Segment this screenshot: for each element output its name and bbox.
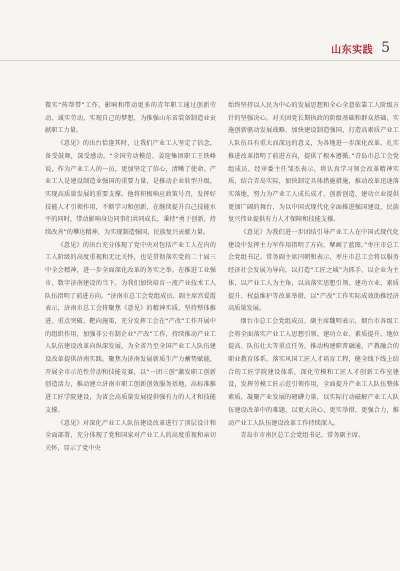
page-number: 5 bbox=[381, 40, 390, 56]
left-column bbox=[45, 100, 216, 570]
paragraph: 《意见》对深化产业工人队伍建设改革进行了顶层设计和全面部署，充分体现了党和国家对产业工人的高度重视和亲切关怀，显示了党中央 bbox=[45, 419, 216, 452]
article-body bbox=[45, 100, 400, 570]
page-header bbox=[331, 40, 390, 56]
right-column bbox=[228, 100, 399, 570]
header-divider bbox=[0, 60, 400, 61]
paragraph: 烟台市总工会党组成员、副主席魏明表示，烟台市各级工会将全面落实产业工人思想引领、建功立业、素质提升、地位提高、队伍壮大等重点任务，推动构建职普融通、产教融合的职业教育体系，落实风国工匠人才培育工程，健全线下线上结合的工匠学院建设体系，深化劳模和工匠人才创新工作室建设，发挥劳模工匠示范引领作用，全面提升产业工人队伍整体素质，凝聚产业发展的磅礴力量，以实际行动磁解产业工人队伍建设改革中的难题，以更大决心、更实举措、更强合力，推动产业工人队伍建设改革工作持续深入。 bbox=[228, 317, 399, 427]
paragraph: 微实“传帮带”工作，影响和带动更多的青年职工通过创新劳动、诚实劳动，实现自己的梦想，为推强山东省装备制造业贡献职工力量。 bbox=[45, 102, 216, 135]
paragraph: 青岛市市南区总工会党组书记、常务副主席、 bbox=[240, 432, 365, 440]
paragraph: 《意见》的出台充分体现了党中央对包括产业工人在内的工人阶级的高度重视和无比关怀，也是贯彻落实党的二十届三中全会精神，进一步全面深化改革的务实之举。在推进工业强市、数字济南建设的当下，为我们加快培育一流产业技术工人队伍指明了前进方向。“济南市总工会党组成员、副主席宫爱霞表示，济南市总工会将聚焦《意见》的精神实质，坚持整体推进、重点突破、靶向施策，充分发挥工会在“产改”工作开展中的组织作用，加强非公有制企业“产改”工作，持续推动产业工人队伍建设改革向纵深发展，为全省乃至全国产业工人队伍建设改革提供济南实践。聚焦为济南发展新质生产力蓄势赋能，开展全市示范性劳动和技能竞赛，以“一团三创”激发职工创新创造活力，推动建立济南市职工创新创效服务基地，高标准推进工匠学院建设，为省会高质量发展提供强有力的人才和技能支撑。 bbox=[45, 241, 216, 414]
paragraph: 始终坚持以人民为中心的发展思想和全心全意依靠工人阶级方针的坚强决心，对关固党长期执政的阶级基础和群众基础、实施创新驱动发展战略、加快建设制造强国，打造高素质产业工人队伍具有重大而深远的意义，为各地进一步深化改革、扎实推进改革指明了前进方向，提供了根本遵循。”青岛市总工会党组成员、经审委主任邹杰表示，将认真学习领会改革精神实质，结合青岛实际，加快制定具体措施措施，推动改革迅速落实落地，努力为产业工人成长成才，创新创造、建功立业提供更加广阔的舞台，为以中国式现代化全面推进强国建设，民族复兴伟业提供有力人才保障和技能支撑。 bbox=[228, 102, 399, 224]
paragraph: 《意见》的出台恰逢其时，让我们产业工人坚定了信念，备受鼓舞，深受感动。“全国劳动模范、姜迎集团职工王铁峰说，作为产业工人的一员，更加坚定了信心，清晰了使命。产业工人是建设制造业强国的重要力量，是推动企业转型升级、实现高质量发展的重要支撑。他将积极响应政策号召，发挥好技能人才引领作用，不断学习和创新，在继续提升自己技能水平的同时，带动影响身边同事们共同成长，秉持“勇于创新，持续改善”的攀达精神，为实现制造强国，民族复兴贡献力量。 bbox=[45, 140, 216, 237]
paragraph: 《意见》为我们进一步团结引导产业工人在中国式现代化建设中发挥主力军作用指明了方向、擘画了蓝图。”枣庄市总工会党组书记、常务副主席闫朝和表示，枣庄市总工会将以服务经济社会发展为导向，以打造“工匠之城”为抓手，以企业为主体，以产业工人为主角，以高落实思想引领、建功立业、素质提升、权益维护等改革举措，以“产改”工作实际成效助推经济高质量发展。 bbox=[228, 229, 399, 313]
section-label: 山东实践 bbox=[331, 44, 374, 56]
